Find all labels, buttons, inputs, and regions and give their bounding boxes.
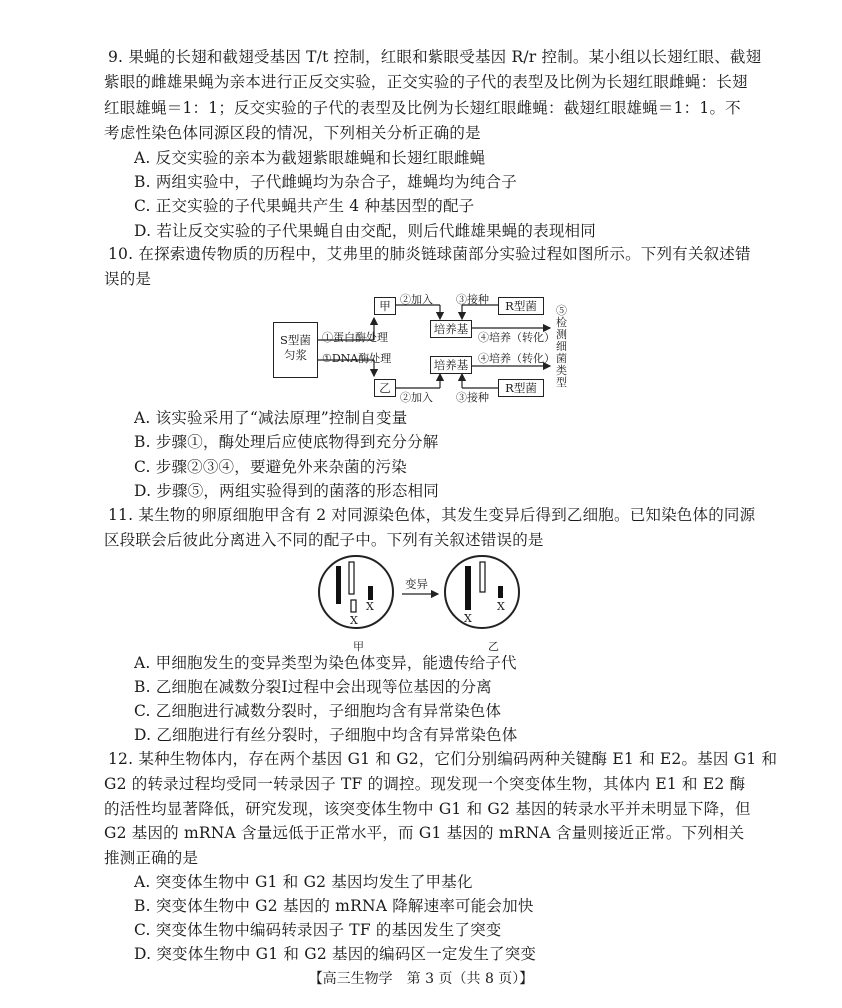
question-9-stem-line: 考虑性染色体同源区段的情况，下列相关分析正确的是	[104, 124, 481, 142]
question-11-stem-line: 区段联会后彼此分离进入不同的配子中。下列有关叙述错误的是	[104, 531, 544, 549]
x-chromosome-label: X	[366, 600, 374, 613]
culture-medium-box-top: 培养基	[430, 320, 472, 338]
question-11-option-d: D. 乙细胞进行有丝分裂时，子细胞中均含有异常染色体	[134, 726, 518, 744]
question-9-stem-line: 9. 果蝇的长翅和截翅受基因 T/t 控制，红眼和紫眼受基因 R/r 控制。某小组以长翅红眼、截翅	[108, 48, 762, 66]
r-strain-box-bottom: R型菌	[498, 379, 544, 397]
question-12-stem-line: 12. 某种生物体内，存在两个基因 G1 和 G2，它们分别编码两种关键酶 E1 和 E2。基因 G1 和	[108, 750, 778, 768]
question-10-stem-line: 误的是	[104, 270, 152, 288]
r-strain-box-top: R型菌	[498, 297, 544, 315]
question-10-option-d: D. 步骤⑤，两组实验得到的菌落的形态相同	[134, 482, 439, 500]
inoculate-label-top: ③接种	[456, 293, 489, 306]
question-12-option-d: D. 突变体生物中 G1 和 G2 基因的编码区一定发生了突变	[134, 945, 537, 963]
page-footer: 【高三生物学 第 3 页（共 8 页）】	[308, 971, 534, 987]
question-10-option-c: C. 步骤②③④，要避免外来杂菌的污染	[134, 458, 407, 476]
dnase-treatment-label: ①DNA酶处理	[322, 352, 392, 365]
question-9-option-d: D. 若让反交实验的子代果蝇自由交配，则后代雌雄果蝇的表现相同	[134, 222, 596, 240]
question-12-stem-line: G2 的转录过程均受同一转录因子 TF 的调控。现发现一个突变体生物，其体内 E1 和 E2 酶	[104, 775, 746, 793]
s-box-line: 匀浆	[284, 348, 307, 362]
question-9-stem-line: 红眼雄蝇＝1：1；反交实验的子代的表型及比例为长翅红眼雌蝇：截翅红眼雄蝇＝1：1。不	[104, 99, 741, 117]
jia-box: 甲	[374, 297, 396, 315]
question-12-option-c: C. 突变体生物中编码转录因子 TF 的基因发生了突变	[134, 921, 502, 939]
question-9-stem-line: 紫眼的雌雄果蝇为亲本进行正反交实验，正交实验的子代的表型及比例为长翅红眼雌蝇：长翅	[104, 73, 748, 91]
question-11-option-b: B. 乙细胞在减数分裂Ⅰ过程中会出现等位基因的分离	[134, 678, 492, 696]
question-12-stem-line: 的活性均显著降低，研究发现，该突变体生物中 G1 和 G2 基因的转录水平并未明显下降，但	[104, 800, 751, 818]
question-12-stem-line: G2 基因的 mRNA 含量远低于正常水平，而 G1 基因的 mRNA 含量则接近正常。下列相关	[104, 824, 745, 842]
question-12-option-a: A. 突变体生物中 G1 和 G2 基因均发生了甲基化	[134, 873, 473, 891]
inoculate-label-bottom: ③接种	[456, 391, 489, 404]
add-label-top: ②加入	[400, 293, 433, 306]
question-9-option-c: C. 正交实验的子代果蝇共产生 4 种基因型的配子	[134, 197, 475, 215]
question-10-stem-line: 10. 在探索遗传物质的历程中，艾弗里的肺炎链球菌部分实验过程如图所示。下列有关叙述错	[108, 245, 751, 263]
question-12-option-b: B. 突变体生物中 G2 基因的 mRNA 降解速率可能会加快	[134, 897, 534, 915]
add-label-bottom: ②加入	[400, 391, 433, 404]
question-9-option-a: A. 反交实验的亲本为截翅紫眼雄蝇和长翅红眼雌蝇	[134, 149, 486, 167]
cell-yi-caption: 乙	[488, 640, 499, 653]
question-10-option-a: A. 该实验采用了“减法原理”控制自变量	[134, 409, 408, 427]
question-11-option-a: A. 甲细胞发生的变异类型为染色体变异，能遗传给子代	[134, 654, 517, 672]
question-10-option-b: B. 步骤①，酶处理后应使底物得到充分分解	[134, 433, 439, 451]
protease-treatment-label: ①蛋白酶处理	[322, 331, 388, 344]
culture-medium-box-bottom: 培养基	[430, 356, 472, 374]
x-chromosome-label: X	[464, 612, 472, 625]
culture-label-bottom: ④培养（转化）	[478, 352, 555, 365]
culture-label-top: ④培养（转化）	[478, 331, 555, 344]
question-9-option-b: B. 两组实验中，子代雌蝇均为杂合子，雄蝇均为纯合子	[134, 173, 517, 191]
variation-arrow-label: 变异	[405, 577, 428, 591]
question-11-stem-line: 11. 某生物的卵原细胞甲含有 2 对同源染色体，其发生变异后得到乙细胞。已知染色体的同源	[108, 506, 756, 524]
question-11-option-c: C. 乙细胞进行减数分裂时，子细胞均含有异常染色体	[134, 702, 502, 720]
detect-bacteria-label: ⑤检测细菌类型	[556, 304, 567, 389]
x-chromosome-label: X	[497, 600, 505, 613]
question-12-stem-line: 推测正确的是	[104, 849, 199, 867]
yi-box: 乙	[374, 379, 396, 397]
s-box-line: S型菌	[280, 333, 311, 347]
cell-jia-caption: 甲	[353, 640, 364, 653]
x-chromosome-label: X	[350, 614, 358, 627]
